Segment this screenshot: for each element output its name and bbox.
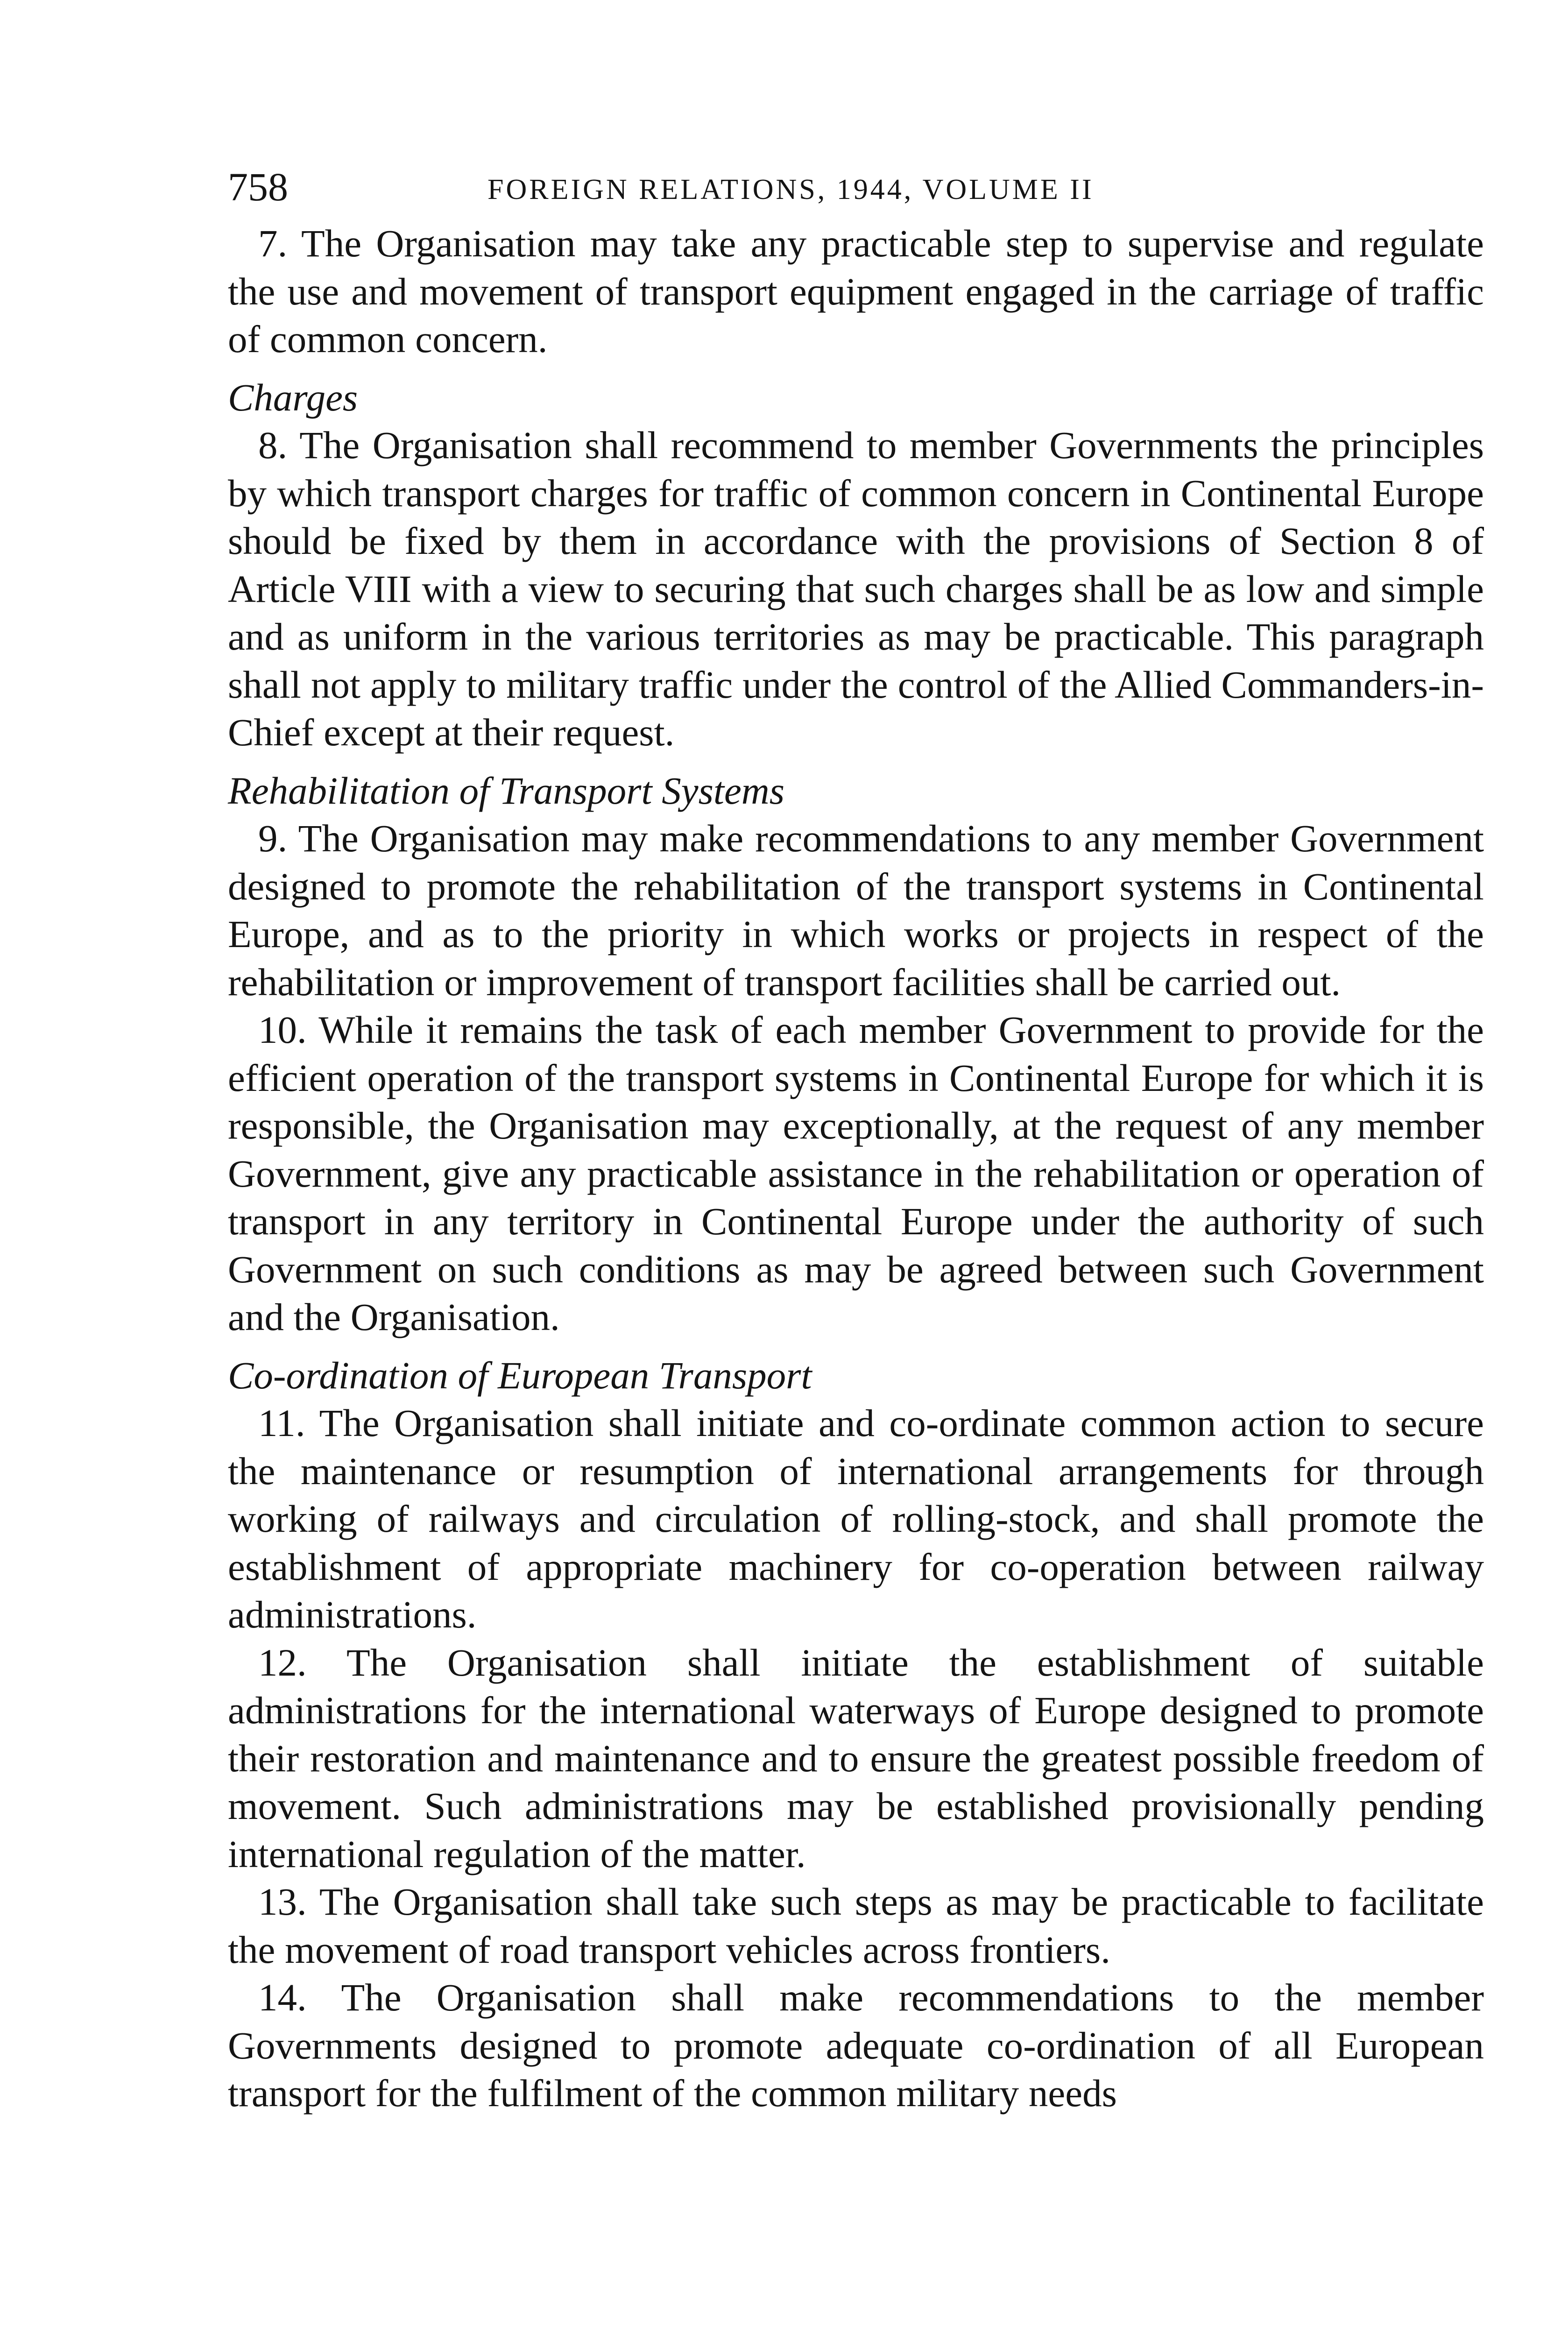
paragraph-9: 9. The Organisation may make recommendations to any member Government designed to promote the rehabilitation of the transport systems in Continental Europe, and as to the priority in which works or projects in respect of the rehabilitation or improvement of transport facilities shall be carried out. — [228, 817, 1484, 1004]
section-heading-charges: Charges — [228, 375, 358, 419]
running-head: FOREIGN RELATIONS, 1944, VOLUME II — [487, 174, 1094, 205]
paragraph-8: 8. The Organisation shall recommend to member Governments the principles by which transport charges for traffic of common concern in Continental Europe should be fixed by them in accordance with the provisions of Section 8 of Article VIII with a view to securing that such charges shall be as low and simple and as uniform in the various territories as may be practicable. This paragraph shall not apply to military traffic under the control of the Allied Commanders-in-Chief except at their request. — [228, 424, 1484, 754]
paragraph-7: 7. The Organisation may take any practicable step to supervise and regulate the use and movement of transport equipment engaged in the carriage of traffic of common concern. — [228, 222, 1484, 361]
page-number: 758 — [228, 164, 288, 209]
section-heading-rehabilitation: Rehabilitation of Transport Systems — [228, 769, 785, 812]
paragraph-13: 13. The Organisation shall take such steps as may be practicable to facilitate the movement of road transport vehicles across frontiers. — [228, 1880, 1484, 1971]
body-text — [228, 219, 1484, 2117]
section-heading-coordination: Co-ordination of European Transport — [228, 1353, 812, 1397]
paragraph-11: 11. The Organisation shall initiate and co-ordinate common action to secure the maintenance or resumption of international arrangements for through working of railways and circulation of rolling-stock, and shall promote the establishment of appropriate machinery for co-operation between railway administrations. — [228, 1401, 1484, 1636]
paragraph-10: 10. While it remains the task of each member Government to provide for the efficient operation of the transport systems in Continental Europe for which it is responsible, the Organisation may exceptionally, at the request of any member Government, give any practicable assistance in the rehabilitation or operation of transport in any territory in Continental Europe under the authority of such Government on such conditions as may be agreed between such Government and the Organisation. — [228, 1008, 1484, 1338]
paragraph-14: 14. The Organisation shall make recommendations to the member Governments designed to promote adequate co-ordination of all European transport for the fulfilment of the common military needs — [228, 1976, 1484, 2115]
page-header — [228, 159, 1484, 219]
document-page — [228, 159, 1484, 2117]
paragraph-12: 12. The Organisation shall initiate the establishment of suitable administrations for the international waterways of Europe designed to promote their restoration and maintenance and to ensure the greatest possible freedom of movement. Such administrations may be established provisionally pending international regulation of the matter. — [228, 1641, 1484, 1875]
